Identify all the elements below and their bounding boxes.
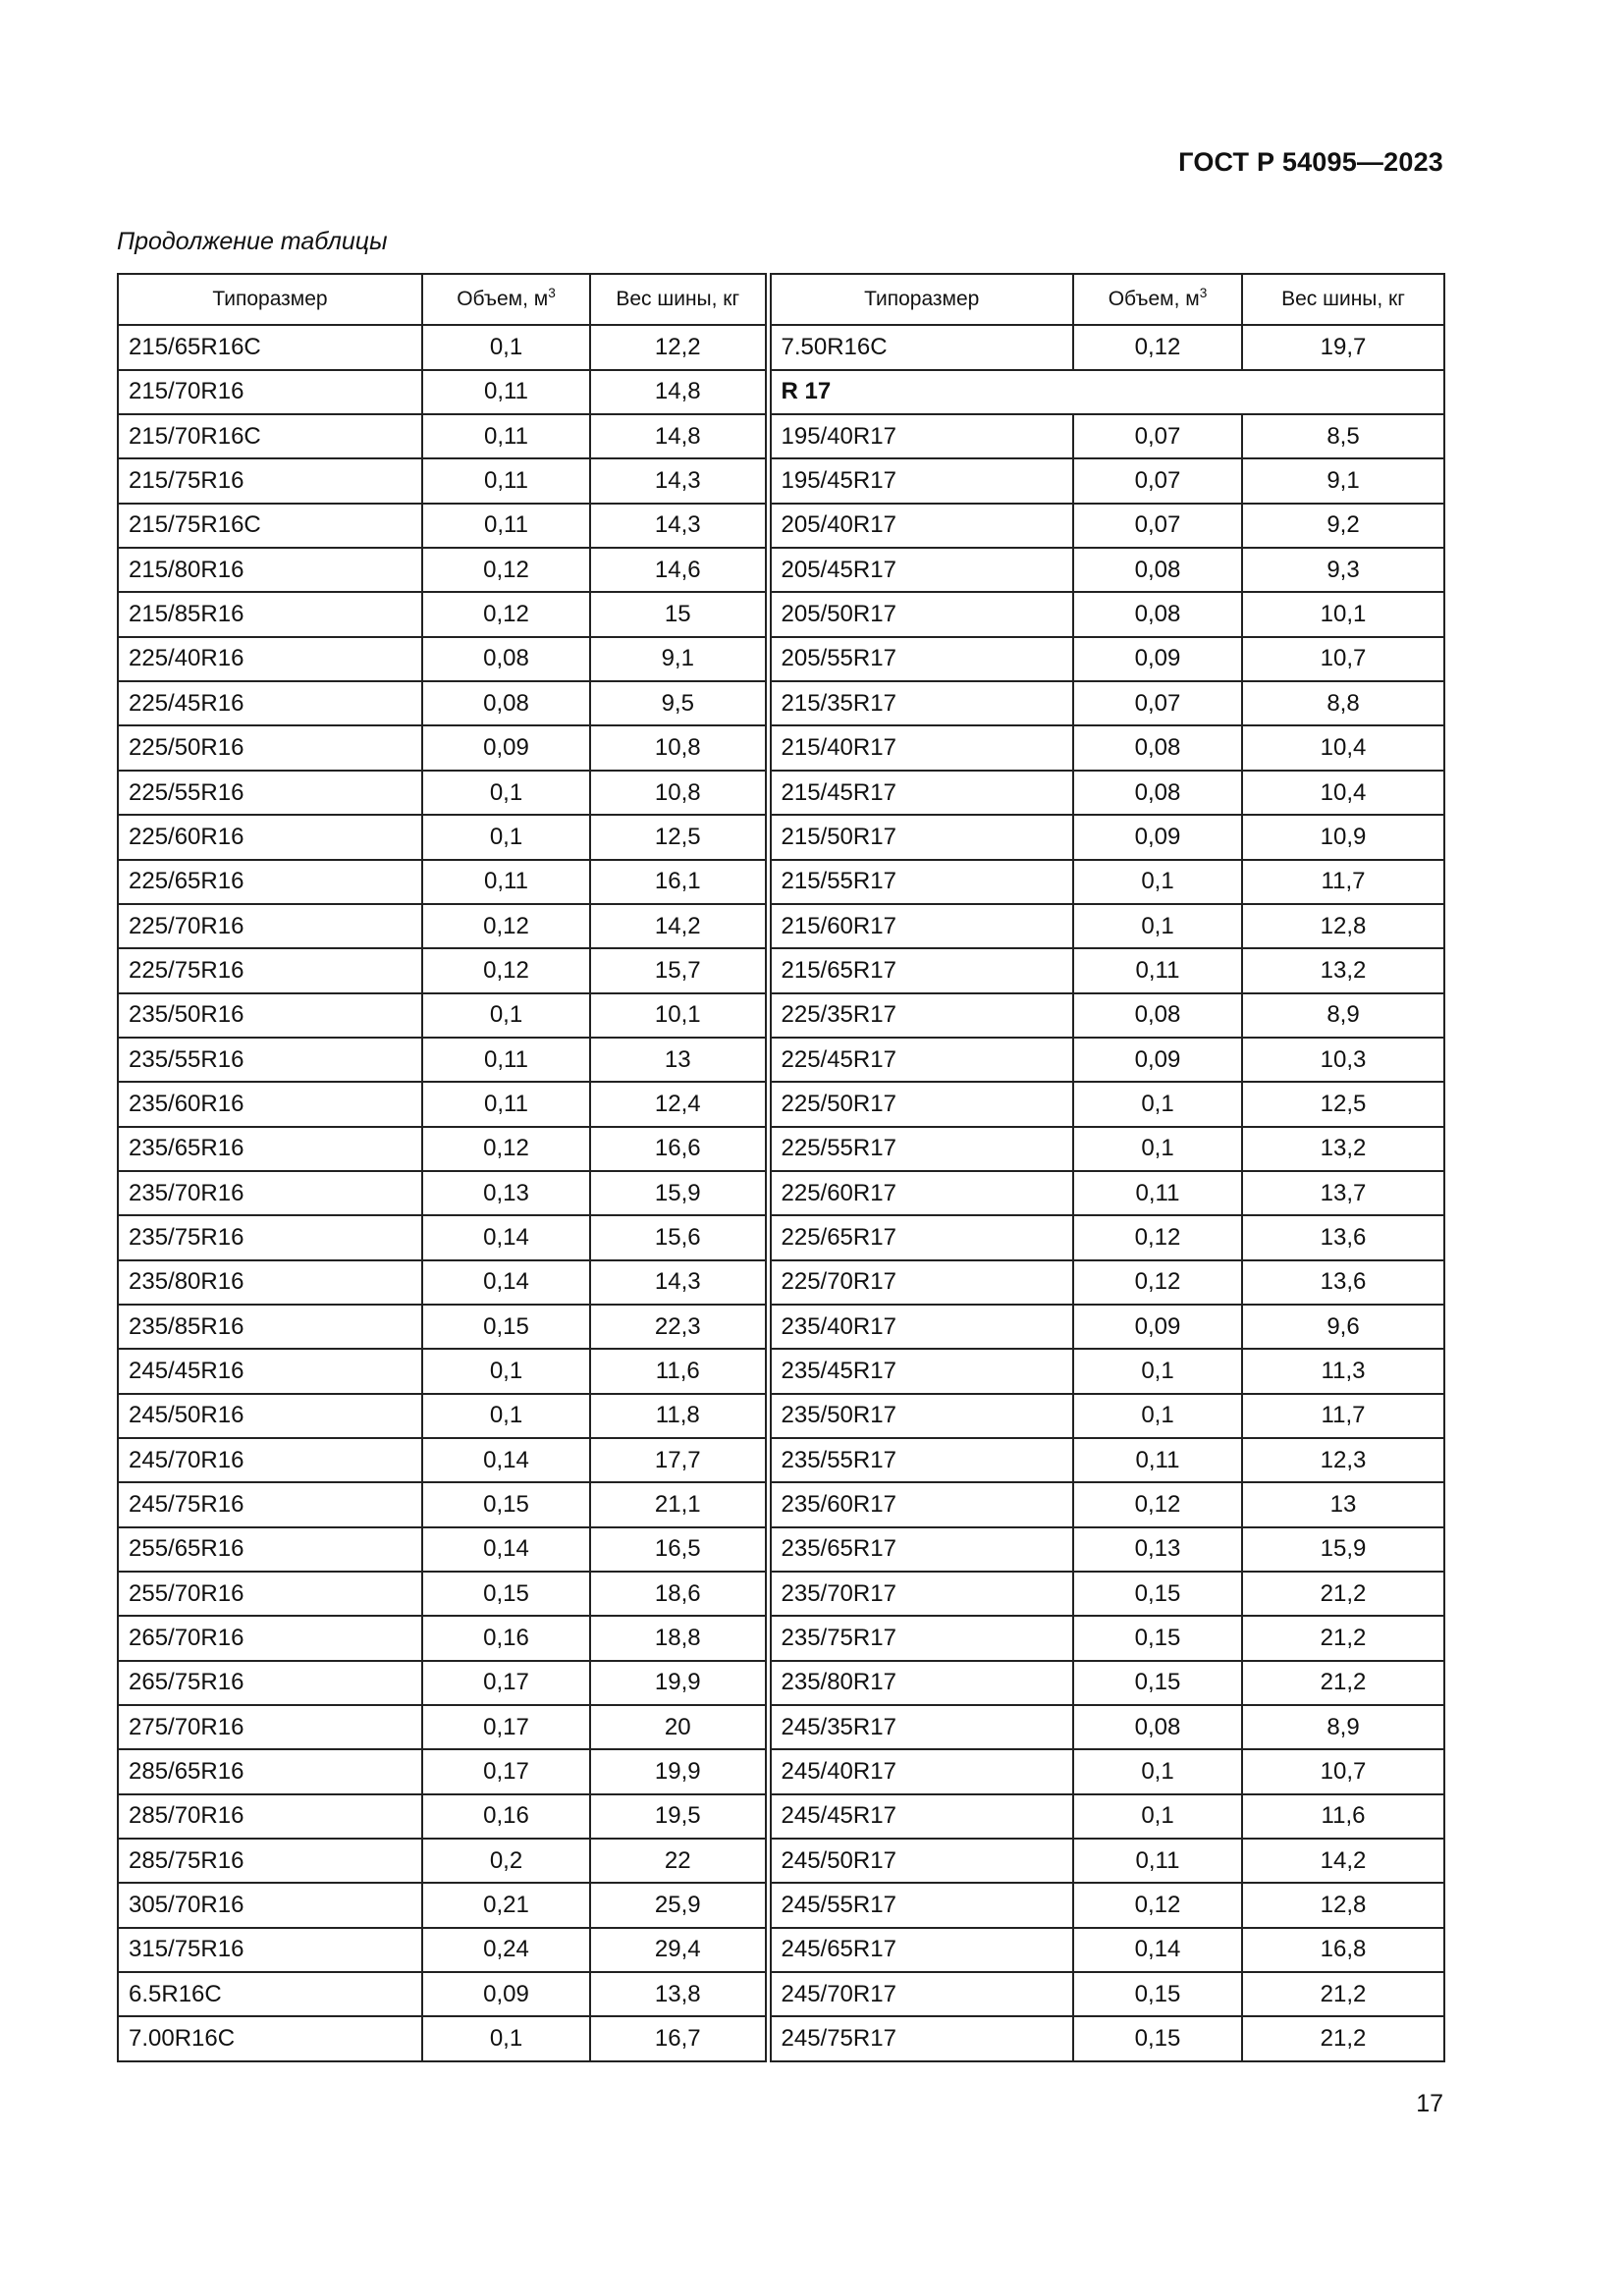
left-weight-cell: 18,8 <box>590 1616 768 1660</box>
right-volume-cell: 0,15 <box>1073 1616 1242 1660</box>
right-weight-cell: 8,5 <box>1242 414 1444 458</box>
table-row <box>118 948 1444 992</box>
right-weight-cell: 21,2 <box>1242 1572 1444 1616</box>
left-size-cell: 215/85R16 <box>118 592 422 636</box>
right-weight-cell: 10,3 <box>1242 1038 1444 1082</box>
left-volume-cell: 0,12 <box>422 1127 590 1171</box>
left-size-cell: 285/65R16 <box>118 1749 422 1793</box>
left-size-cell: 305/70R16 <box>118 1883 422 1927</box>
right-weight-cell: 9,1 <box>1242 458 1444 503</box>
table-row <box>118 1171 1444 1215</box>
right-size-cell: 225/70R17 <box>768 1260 1073 1305</box>
left-size-cell: 6.5R16C <box>118 1972 422 2016</box>
right-volume-cell: 0,11 <box>1073 948 1242 992</box>
left-volume-cell: 0,21 <box>422 1883 590 1927</box>
right-size-cell: 245/40R17 <box>768 1749 1073 1793</box>
table-row <box>118 860 1444 904</box>
table-row <box>118 1038 1444 1082</box>
left-size-cell: 235/60R16 <box>118 1082 422 1126</box>
left-size-cell: 265/70R16 <box>118 1616 422 1660</box>
left-size-cell: 315/75R16 <box>118 1928 422 1972</box>
right-size-cell: 245/50R17 <box>768 1839 1073 1883</box>
right-size-cell: 235/75R17 <box>768 1616 1073 1660</box>
left-weight-cell: 15,9 <box>590 1171 768 1215</box>
right-volume-cell: 0,08 <box>1073 771 1242 815</box>
left-size-cell: 255/65R16 <box>118 1527 422 1572</box>
header-volume <box>422 274 590 325</box>
left-volume-cell: 0,12 <box>422 948 590 992</box>
right-weight-cell: 11,6 <box>1242 1794 1444 1839</box>
right-size-cell: 245/45R17 <box>768 1794 1073 1839</box>
left-weight-cell: 14,2 <box>590 904 768 948</box>
right-weight-cell: 12,8 <box>1242 1883 1444 1927</box>
left-weight-cell: 14,3 <box>590 458 768 503</box>
right-size-cell: 245/55R17 <box>768 1883 1073 1927</box>
left-weight-cell: 12,4 <box>590 1082 768 1126</box>
table-row <box>118 1883 1444 1927</box>
table-row <box>118 1572 1444 1616</box>
left-size-cell: 215/70R16C <box>118 414 422 458</box>
right-size-cell: 235/80R17 <box>768 1661 1073 1705</box>
left-volume-cell: 0,1 <box>422 771 590 815</box>
left-volume-cell: 0,24 <box>422 1928 590 1972</box>
right-volume-cell: 0,11 <box>1073 1171 1242 1215</box>
left-volume-cell: 0,1 <box>422 2016 590 2061</box>
header-volume-exp: 3 <box>548 286 556 301</box>
page-number: 17 <box>1416 2090 1443 2117</box>
left-size-cell: 215/80R16 <box>118 548 422 592</box>
left-size-cell: 245/75R16 <box>118 1482 422 1526</box>
left-weight-cell: 16,1 <box>590 860 768 904</box>
right-size-cell: 215/35R17 <box>768 681 1073 725</box>
table-row <box>118 592 1444 636</box>
left-size-cell: 245/45R16 <box>118 1349 422 1393</box>
table-row <box>118 1215 1444 1259</box>
left-weight-cell: 29,4 <box>590 1928 768 1972</box>
left-size-cell: 235/65R16 <box>118 1127 422 1171</box>
left-weight-cell: 22,3 <box>590 1305 768 1349</box>
document-header: ГОСТ Р 54095—2023 <box>1178 147 1443 177</box>
right-weight-cell: 15,9 <box>1242 1527 1444 1572</box>
right-weight-cell: 21,2 <box>1242 2016 1444 2061</box>
right-volume-cell: 0,11 <box>1073 1839 1242 1883</box>
left-weight-cell: 20 <box>590 1705 768 1749</box>
right-weight-cell: 10,7 <box>1242 637 1444 681</box>
left-size-cell: 245/50R16 <box>118 1394 422 1438</box>
header-volume-label: Объем, м <box>1108 288 1200 311</box>
left-size-cell: 215/70R16 <box>118 370 422 414</box>
right-volume-cell: 0,1 <box>1073 1127 1242 1171</box>
right-volume-cell: 0,15 <box>1073 1572 1242 1616</box>
right-size-cell: 215/65R17 <box>768 948 1073 992</box>
right-weight-cell: 13,2 <box>1242 1127 1444 1171</box>
header-weight: Вес шины, кг <box>590 274 768 325</box>
right-weight-cell: 12,5 <box>1242 1082 1444 1126</box>
left-size-cell: 7.00R16C <box>118 2016 422 2061</box>
left-weight-cell: 14,8 <box>590 370 768 414</box>
left-volume-cell: 0,1 <box>422 993 590 1038</box>
left-weight-cell: 16,7 <box>590 2016 768 2061</box>
right-volume-cell: 0,07 <box>1073 458 1242 503</box>
table-row <box>118 1260 1444 1305</box>
right-volume-cell: 0,1 <box>1073 860 1242 904</box>
left-size-cell: 235/85R16 <box>118 1305 422 1349</box>
left-size-cell: 225/45R16 <box>118 681 422 725</box>
table-row <box>118 993 1444 1038</box>
left-size-cell: 285/70R16 <box>118 1794 422 1839</box>
table-row <box>118 1527 1444 1572</box>
table-row <box>118 325 1444 369</box>
right-size-cell: 225/60R17 <box>768 1171 1073 1215</box>
left-volume-cell: 0,1 <box>422 815 590 859</box>
right-volume-cell: 0,09 <box>1073 815 1242 859</box>
left-size-cell: 215/75R16 <box>118 458 422 503</box>
right-weight-cell: 9,2 <box>1242 504 1444 548</box>
left-size-cell: 285/75R16 <box>118 1839 422 1883</box>
left-size-cell: 215/65R16C <box>118 325 422 369</box>
left-weight-cell: 22 <box>590 1839 768 1883</box>
left-size-cell: 225/55R16 <box>118 771 422 815</box>
left-weight-cell: 15,6 <box>590 1215 768 1259</box>
table-row <box>118 1928 1444 1972</box>
header-weight: Вес шины, кг <box>1242 274 1444 325</box>
left-volume-cell: 0,09 <box>422 725 590 770</box>
right-size-cell: 235/50R17 <box>768 1394 1073 1438</box>
right-volume-cell: 0,1 <box>1073 1794 1242 1839</box>
table-row <box>118 2016 1444 2061</box>
table-row <box>118 1127 1444 1171</box>
right-weight-cell: 21,2 <box>1242 1661 1444 1705</box>
right-size-cell: 235/70R17 <box>768 1572 1073 1616</box>
table-row <box>118 548 1444 592</box>
right-volume-cell: 0,1 <box>1073 1082 1242 1126</box>
left-weight-cell: 19,5 <box>590 1794 768 1839</box>
header-volume <box>1073 274 1242 325</box>
left-volume-cell: 0,1 <box>422 325 590 369</box>
right-volume-cell: 0,14 <box>1073 1928 1242 1972</box>
left-size-cell: 215/75R16C <box>118 504 422 548</box>
right-weight-cell: 10,4 <box>1242 725 1444 770</box>
left-volume-cell: 0,17 <box>422 1661 590 1705</box>
right-volume-cell: 0,1 <box>1073 1394 1242 1438</box>
right-size-cell: 205/45R17 <box>768 548 1073 592</box>
left-volume-cell: 0,1 <box>422 1394 590 1438</box>
right-size-cell: 215/40R17 <box>768 725 1073 770</box>
left-volume-cell: 0,15 <box>422 1572 590 1616</box>
left-weight-cell: 18,6 <box>590 1572 768 1616</box>
continuation-label: Продолжение таблицы <box>117 228 388 255</box>
left-volume-cell: 0,11 <box>422 504 590 548</box>
left-size-cell: 235/75R16 <box>118 1215 422 1259</box>
left-size-cell: 235/50R16 <box>118 993 422 1038</box>
right-size-cell: 205/55R17 <box>768 637 1073 681</box>
table-row <box>118 637 1444 681</box>
header-size: Типоразмер <box>118 274 422 325</box>
left-volume-cell: 0,09 <box>422 1972 590 2016</box>
right-weight-cell: 11,7 <box>1242 860 1444 904</box>
left-volume-cell: 0,11 <box>422 860 590 904</box>
right-size-cell: 205/50R17 <box>768 592 1073 636</box>
left-weight-cell: 9,5 <box>590 681 768 725</box>
left-weight-cell: 25,9 <box>590 1883 768 1927</box>
right-size-cell: 235/60R17 <box>768 1482 1073 1526</box>
right-volume-cell: 0,12 <box>1073 1883 1242 1927</box>
left-volume-cell: 0,11 <box>422 1038 590 1082</box>
table-row <box>118 1794 1444 1839</box>
table-row <box>118 771 1444 815</box>
left-weight-cell: 11,8 <box>590 1394 768 1438</box>
right-size-cell: 225/55R17 <box>768 1127 1073 1171</box>
left-volume-cell: 0,13 <box>422 1171 590 1215</box>
right-weight-cell: 13 <box>1242 1482 1444 1526</box>
left-weight-cell: 11,6 <box>590 1349 768 1393</box>
left-volume-cell: 0,2 <box>422 1839 590 1883</box>
right-weight-cell: 10,4 <box>1242 771 1444 815</box>
table-row <box>118 1082 1444 1126</box>
right-size-cell: 235/40R17 <box>768 1305 1073 1349</box>
left-volume-cell: 0,12 <box>422 904 590 948</box>
right-volume-cell: 0,08 <box>1073 725 1242 770</box>
left-volume-cell: 0,11 <box>422 1082 590 1126</box>
section-heading: R 17 <box>768 370 1444 414</box>
table-row <box>118 1305 1444 1349</box>
left-weight-cell: 10,8 <box>590 725 768 770</box>
table-row <box>118 458 1444 503</box>
left-weight-cell: 13 <box>590 1038 768 1082</box>
left-size-cell: 225/75R16 <box>118 948 422 992</box>
right-weight-cell: 13,2 <box>1242 948 1444 992</box>
right-volume-cell: 0,07 <box>1073 504 1242 548</box>
table-row <box>118 904 1444 948</box>
right-volume-cell: 0,09 <box>1073 1038 1242 1082</box>
right-weight-cell: 12,3 <box>1242 1438 1444 1482</box>
left-volume-cell: 0,14 <box>422 1527 590 1572</box>
right-weight-cell: 8,9 <box>1242 1705 1444 1749</box>
right-size-cell: 245/35R17 <box>768 1705 1073 1749</box>
left-size-cell: 225/50R16 <box>118 725 422 770</box>
right-weight-cell: 12,8 <box>1242 904 1444 948</box>
right-weight-cell: 21,2 <box>1242 1972 1444 2016</box>
left-weight-cell: 14,3 <box>590 504 768 548</box>
table-row <box>118 1616 1444 1660</box>
header-volume-exp: 3 <box>1199 286 1208 301</box>
right-weight-cell: 8,8 <box>1242 681 1444 725</box>
table-row <box>118 370 1444 414</box>
right-weight-cell: 19,7 <box>1242 325 1444 369</box>
left-weight-cell: 10,1 <box>590 993 768 1038</box>
left-weight-cell: 9,1 <box>590 637 768 681</box>
left-weight-cell: 15,7 <box>590 948 768 992</box>
table-row <box>118 815 1444 859</box>
right-volume-cell: 0,13 <box>1073 1527 1242 1572</box>
table-row <box>118 1705 1444 1749</box>
right-size-cell: 195/40R17 <box>768 414 1073 458</box>
right-volume-cell: 0,15 <box>1073 2016 1242 2061</box>
right-size-cell: 215/45R17 <box>768 771 1073 815</box>
right-size-cell: 245/70R17 <box>768 1972 1073 2016</box>
right-volume-cell: 0,1 <box>1073 904 1242 948</box>
table-row <box>118 414 1444 458</box>
right-size-cell: 235/45R17 <box>768 1349 1073 1393</box>
right-weight-cell: 11,7 <box>1242 1394 1444 1438</box>
left-size-cell: 265/75R16 <box>118 1661 422 1705</box>
right-weight-cell: 10,1 <box>1242 592 1444 636</box>
table-row <box>118 1438 1444 1482</box>
right-size-cell: 215/55R17 <box>768 860 1073 904</box>
left-size-cell: 225/70R16 <box>118 904 422 948</box>
right-volume-cell: 0,08 <box>1073 592 1242 636</box>
left-weight-cell: 12,2 <box>590 325 768 369</box>
right-weight-cell: 10,9 <box>1242 815 1444 859</box>
left-volume-cell: 0,12 <box>422 592 590 636</box>
left-weight-cell: 13,8 <box>590 1972 768 2016</box>
left-weight-cell: 21,1 <box>590 1482 768 1526</box>
left-volume-cell: 0,16 <box>422 1794 590 1839</box>
right-size-cell: 235/55R17 <box>768 1438 1073 1482</box>
right-volume-cell: 0,09 <box>1073 1305 1242 1349</box>
right-volume-cell: 0,15 <box>1073 1972 1242 2016</box>
left-weight-cell: 14,3 <box>590 1260 768 1305</box>
right-volume-cell: 0,11 <box>1073 1438 1242 1482</box>
right-size-cell: 215/50R17 <box>768 815 1073 859</box>
right-volume-cell: 0,12 <box>1073 1482 1242 1526</box>
left-size-cell: 275/70R16 <box>118 1705 422 1749</box>
right-volume-cell: 0,07 <box>1073 414 1242 458</box>
right-weight-cell: 13,7 <box>1242 1171 1444 1215</box>
right-volume-cell: 0,08 <box>1073 993 1242 1038</box>
left-size-cell: 255/70R16 <box>118 1572 422 1616</box>
left-volume-cell: 0,14 <box>422 1215 590 1259</box>
left-volume-cell: 0,17 <box>422 1749 590 1793</box>
right-weight-cell: 21,2 <box>1242 1616 1444 1660</box>
right-volume-cell: 0,07 <box>1073 681 1242 725</box>
left-volume-cell: 0,17 <box>422 1705 590 1749</box>
left-size-cell: 235/55R16 <box>118 1038 422 1082</box>
left-weight-cell: 12,5 <box>590 815 768 859</box>
table-row <box>118 725 1444 770</box>
right-size-cell: 245/75R17 <box>768 2016 1073 2061</box>
left-weight-cell: 14,8 <box>590 414 768 458</box>
left-volume-cell: 0,12 <box>422 548 590 592</box>
table-row <box>118 1749 1444 1793</box>
right-weight-cell: 16,8 <box>1242 1928 1444 1972</box>
left-weight-cell: 19,9 <box>590 1749 768 1793</box>
right-volume-cell: 0,09 <box>1073 637 1242 681</box>
left-volume-cell: 0,1 <box>422 1349 590 1393</box>
left-volume-cell: 0,14 <box>422 1438 590 1482</box>
left-size-cell: 235/80R16 <box>118 1260 422 1305</box>
right-volume-cell: 0,12 <box>1073 325 1242 369</box>
header-size: Типоразмер <box>768 274 1073 325</box>
table-row <box>118 1972 1444 2016</box>
table-row <box>118 1482 1444 1526</box>
left-weight-cell: 17,7 <box>590 1438 768 1482</box>
right-size-cell: 225/35R17 <box>768 993 1073 1038</box>
left-size-cell: 225/60R16 <box>118 815 422 859</box>
table-row <box>118 681 1444 725</box>
right-weight-cell: 9,3 <box>1242 548 1444 592</box>
left-volume-cell: 0,11 <box>422 370 590 414</box>
right-size-cell: 215/60R17 <box>768 904 1073 948</box>
left-size-cell: 225/65R16 <box>118 860 422 904</box>
right-weight-cell: 13,6 <box>1242 1215 1444 1259</box>
right-size-cell: 225/50R17 <box>768 1082 1073 1126</box>
right-weight-cell: 8,9 <box>1242 993 1444 1038</box>
right-weight-cell: 14,2 <box>1242 1839 1444 1883</box>
right-volume-cell: 0,08 <box>1073 1705 1242 1749</box>
right-weight-cell: 9,6 <box>1242 1305 1444 1349</box>
left-volume-cell: 0,08 <box>422 681 590 725</box>
right-weight-cell: 10,7 <box>1242 1749 1444 1793</box>
right-volume-cell: 0,12 <box>1073 1260 1242 1305</box>
left-weight-cell: 14,6 <box>590 548 768 592</box>
right-volume-cell: 0,1 <box>1073 1749 1242 1793</box>
left-weight-cell: 10,8 <box>590 771 768 815</box>
right-weight-cell: 11,3 <box>1242 1349 1444 1393</box>
table-row <box>118 1349 1444 1393</box>
table-header-row <box>118 274 1444 325</box>
right-size-cell: 235/65R17 <box>768 1527 1073 1572</box>
right-size-cell: 225/45R17 <box>768 1038 1073 1082</box>
right-volume-cell: 0,12 <box>1073 1215 1242 1259</box>
left-weight-cell: 16,6 <box>590 1127 768 1171</box>
left-volume-cell: 0,15 <box>422 1482 590 1526</box>
left-volume-cell: 0,14 <box>422 1260 590 1305</box>
left-volume-cell: 0,08 <box>422 637 590 681</box>
table-row <box>118 1394 1444 1438</box>
right-volume-cell: 0,1 <box>1073 1349 1242 1393</box>
left-weight-cell: 16,5 <box>590 1527 768 1572</box>
left-weight-cell: 15 <box>590 592 768 636</box>
right-size-cell: 205/40R17 <box>768 504 1073 548</box>
left-size-cell: 245/70R16 <box>118 1438 422 1482</box>
right-size-cell: 195/45R17 <box>768 458 1073 503</box>
left-volume-cell: 0,16 <box>422 1616 590 1660</box>
right-size-cell: 7.50R16C <box>768 325 1073 369</box>
table-row <box>118 504 1444 548</box>
left-volume-cell: 0,15 <box>422 1305 590 1349</box>
right-volume-cell: 0,15 <box>1073 1661 1242 1705</box>
right-size-cell: 245/65R17 <box>768 1928 1073 1972</box>
tire-table <box>117 273 1445 2062</box>
table-row <box>118 1661 1444 1705</box>
right-volume-cell: 0,08 <box>1073 548 1242 592</box>
header-volume-label: Объем, м <box>457 288 549 311</box>
left-weight-cell: 19,9 <box>590 1661 768 1705</box>
left-size-cell: 225/40R16 <box>118 637 422 681</box>
left-volume-cell: 0,11 <box>422 414 590 458</box>
right-size-cell: 225/65R17 <box>768 1215 1073 1259</box>
left-volume-cell: 0,11 <box>422 458 590 503</box>
right-weight-cell: 13,6 <box>1242 1260 1444 1305</box>
left-size-cell: 235/70R16 <box>118 1171 422 1215</box>
table-row <box>118 1839 1444 1883</box>
